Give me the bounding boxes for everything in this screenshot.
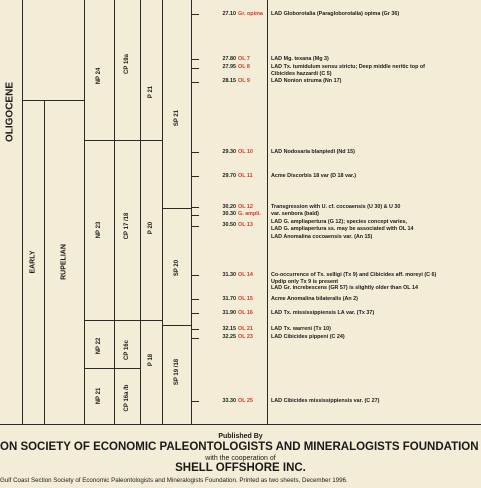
event-age: 27.95 bbox=[222, 64, 236, 70]
event-age: 32.15 bbox=[222, 326, 236, 332]
event-code: OL 14 bbox=[238, 272, 253, 278]
event-tick bbox=[191, 152, 199, 153]
event-description: LAD Tx. warreni (Tx 10) bbox=[271, 326, 331, 332]
event-description: LAD G. ampliapertura (G 12); species concept varies, LAD G. ampliapertura ss. may be associated with OL 14 bbox=[271, 219, 414, 232]
zone-p20: P 20 bbox=[148, 221, 154, 235]
event-description: LAD Mg. texana (Mg 3) bbox=[271, 56, 329, 62]
zone-sp19-18: SP 19 /18 bbox=[174, 358, 180, 386]
event-description: Acme Anomalina bilateralis (An 2) bbox=[271, 296, 358, 302]
event-age: 31.90 bbox=[222, 310, 236, 316]
zone-p21: P 21 bbox=[148, 85, 154, 99]
zone-np21: NP 21 bbox=[96, 387, 102, 405]
print-note: Gulf Coast Section Society of Economic Paleontologists and Mineralogists Foundation. Printed as two sheets, December 1996. bbox=[0, 477, 348, 484]
zone-cp19a: CP 19a bbox=[124, 54, 130, 74]
event-tick bbox=[191, 275, 199, 276]
event-tick bbox=[191, 299, 199, 300]
event-code: OL 13 bbox=[238, 222, 253, 228]
column-divider bbox=[191, 0, 192, 425]
event-tick bbox=[191, 329, 199, 330]
boundary-np22-np21 bbox=[84, 368, 140, 369]
event-age: 27.80 bbox=[222, 56, 236, 62]
stage-label: RUPELIAN bbox=[60, 244, 68, 280]
event-age: 32.25 bbox=[222, 334, 236, 340]
event-age: 31.30 bbox=[222, 272, 236, 278]
boundary-p21-p20 bbox=[140, 140, 162, 141]
event-code: OL 7 bbox=[238, 56, 250, 62]
zone-sp20: SP 20 bbox=[174, 259, 180, 277]
zone-np23: NP 23 bbox=[96, 221, 102, 239]
epoch-label: OLIGOCENE bbox=[4, 81, 16, 143]
event-code: G. ampli. bbox=[238, 211, 261, 217]
boundary-p20-p18 bbox=[140, 320, 162, 321]
published-by: Published By bbox=[218, 433, 263, 440]
zone-p18: P 18 bbox=[148, 353, 154, 367]
event-age: 28.15 bbox=[222, 78, 236, 84]
event-age: 33.30 bbox=[222, 398, 236, 404]
event-code: Gr. opima bbox=[238, 11, 263, 17]
foundation-name: ON SOCIETY OF ECONOMIC PALEONTOLOGISTS AND MINERALOGISTS FOUNDATION bbox=[0, 441, 479, 453]
event-age: 30.30 bbox=[222, 211, 236, 217]
event-tick bbox=[191, 68, 199, 69]
boundary-np23-np22 bbox=[84, 320, 140, 321]
column-divider bbox=[44, 100, 45, 425]
event-code: OL 11 bbox=[238, 173, 253, 179]
event-description: LAD Anomalina cocoaensis var. (An 15) bbox=[271, 234, 373, 240]
event-tick bbox=[191, 401, 199, 402]
event-description: LAD Globorotalia (Paragloborotalia) opima (Gr 36) bbox=[271, 11, 400, 17]
event-code: OL 21 bbox=[238, 326, 253, 332]
event-tick bbox=[191, 82, 199, 83]
event-age: 29.70 bbox=[222, 173, 236, 179]
subepoch-label: EARLY bbox=[29, 250, 37, 274]
column-divider bbox=[22, 0, 23, 425]
event-description: Acme Discorbis 18 var (D 18 var.) bbox=[271, 173, 357, 179]
event-age: 30.20 bbox=[222, 204, 236, 210]
zone-sp21: SP 21 bbox=[174, 109, 180, 127]
zone-np24: NP 24 bbox=[96, 67, 102, 85]
event-description: LAD Tx. mississippiensis LA var. (Tx 37) bbox=[271, 310, 375, 316]
event-description: Co-occurrence of Tx. selligi (Tx 9) and Cibicides aff. moreyi (C 6) Updip only Tx 9 is present LAD Gr. increbescens (GR 57) is slightly older than OL 14 bbox=[271, 272, 437, 292]
event-description: LAD Nonion struma (Nn 17) bbox=[271, 78, 342, 84]
event-code: OL 15 bbox=[238, 296, 253, 302]
event-description: LAD Cibicides mississippiensis var. (C 27) bbox=[271, 398, 380, 404]
boundary-sp21-sp20 bbox=[162, 208, 191, 209]
event-tick bbox=[191, 226, 199, 227]
event-code: OL 8 bbox=[238, 64, 250, 70]
zone-cp16c: CP 16c bbox=[124, 340, 130, 360]
event-code: OL 9 bbox=[238, 78, 250, 84]
event-tick bbox=[191, 313, 199, 314]
event-description: LAD Nodosaria blanpiedi (Nd 15) bbox=[271, 149, 355, 155]
event-age: 30.50 bbox=[222, 222, 236, 228]
column-divider bbox=[162, 0, 163, 425]
event-tick bbox=[191, 338, 199, 339]
zone-cp17-18: CP 17 /18 bbox=[124, 212, 130, 240]
publisher-footer bbox=[0, 425, 481, 488]
event-age: 27.10 bbox=[222, 11, 236, 17]
boundary-sp20-sp19 bbox=[162, 325, 191, 326]
event-tick bbox=[191, 59, 199, 60]
event-tick bbox=[191, 176, 199, 177]
event-code: OL 25 bbox=[238, 398, 253, 404]
event-tick bbox=[191, 215, 199, 216]
boundary-np24-np23 bbox=[84, 140, 140, 141]
column-divider bbox=[84, 0, 85, 425]
cooperation-note: with the cooperation of bbox=[205, 455, 276, 462]
event-description: LAD Cibicides pippeni (C 24) bbox=[271, 334, 345, 340]
column-divider bbox=[267, 0, 268, 425]
zone-np22: NP 22 bbox=[96, 337, 102, 355]
event-code: OL 12 bbox=[238, 204, 253, 210]
zone-cp16ab: CP 16a /b bbox=[124, 384, 130, 412]
event-tick bbox=[191, 14, 199, 15]
column-divider bbox=[114, 0, 115, 425]
event-code: OL 10 bbox=[238, 149, 253, 155]
boundary-early-top bbox=[22, 100, 84, 101]
company-name: SHELL OFFSHORE INC. bbox=[175, 462, 306, 474]
event-tick bbox=[191, 207, 199, 208]
event-code: OL 16 bbox=[238, 310, 253, 316]
column-divider bbox=[140, 0, 141, 425]
event-age: 29.30 bbox=[222, 149, 236, 155]
event-description: Transgression with U. cf. cocoaensis (U 30) & U 30 var. senbora (bald) bbox=[271, 204, 401, 217]
event-age: 31.70 bbox=[222, 296, 236, 302]
event-code: OL 23 bbox=[238, 334, 253, 340]
event-description: LAD Tx. tumidulum sensu strictu; Deep middle neritic top of Cibicides hazzardi (C 5) bbox=[271, 64, 425, 77]
